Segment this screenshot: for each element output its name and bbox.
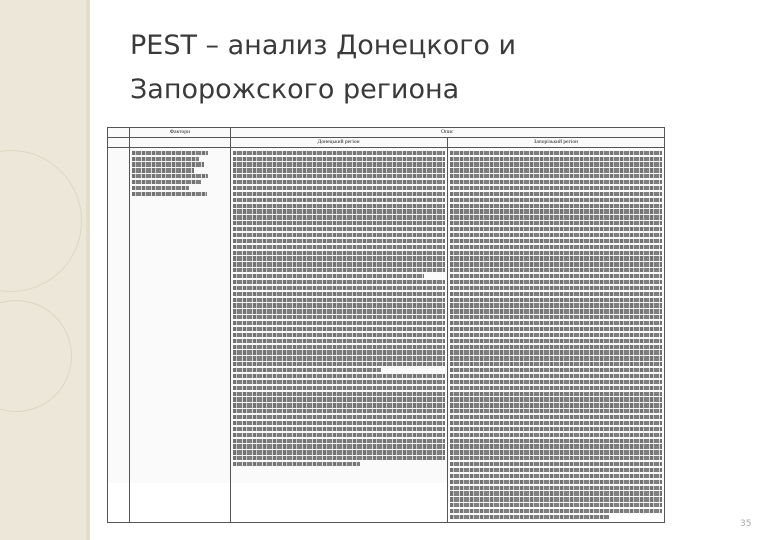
factors-header: Фактори — [130, 128, 230, 138]
corner-cell — [108, 128, 130, 138]
empty-cell — [130, 138, 230, 148]
decorative-ring — [0, 150, 82, 292]
slide-title — [130, 24, 690, 112]
donetsk-header: Донецький регіон — [230, 138, 447, 148]
slide-number: 35 — [740, 519, 752, 529]
estimate-header: Опис — [230, 128, 664, 138]
decorative-ring — [0, 300, 72, 412]
row-label-cell — [108, 148, 130, 523]
zaporizhzhia-header: Запорізький регіон — [447, 138, 664, 148]
zaporizhzhia-text — [447, 148, 664, 523]
scanned-document-table — [107, 127, 665, 483]
factors-text — [130, 148, 230, 523]
title-line-2: Запорожского региона — [130, 74, 460, 105]
title-line-1: PEST – анализ Донецкого и — [130, 30, 517, 61]
corner-cell — [108, 138, 130, 148]
donetsk-text — [230, 148, 447, 523]
decorative-left-band — [0, 0, 86, 540]
